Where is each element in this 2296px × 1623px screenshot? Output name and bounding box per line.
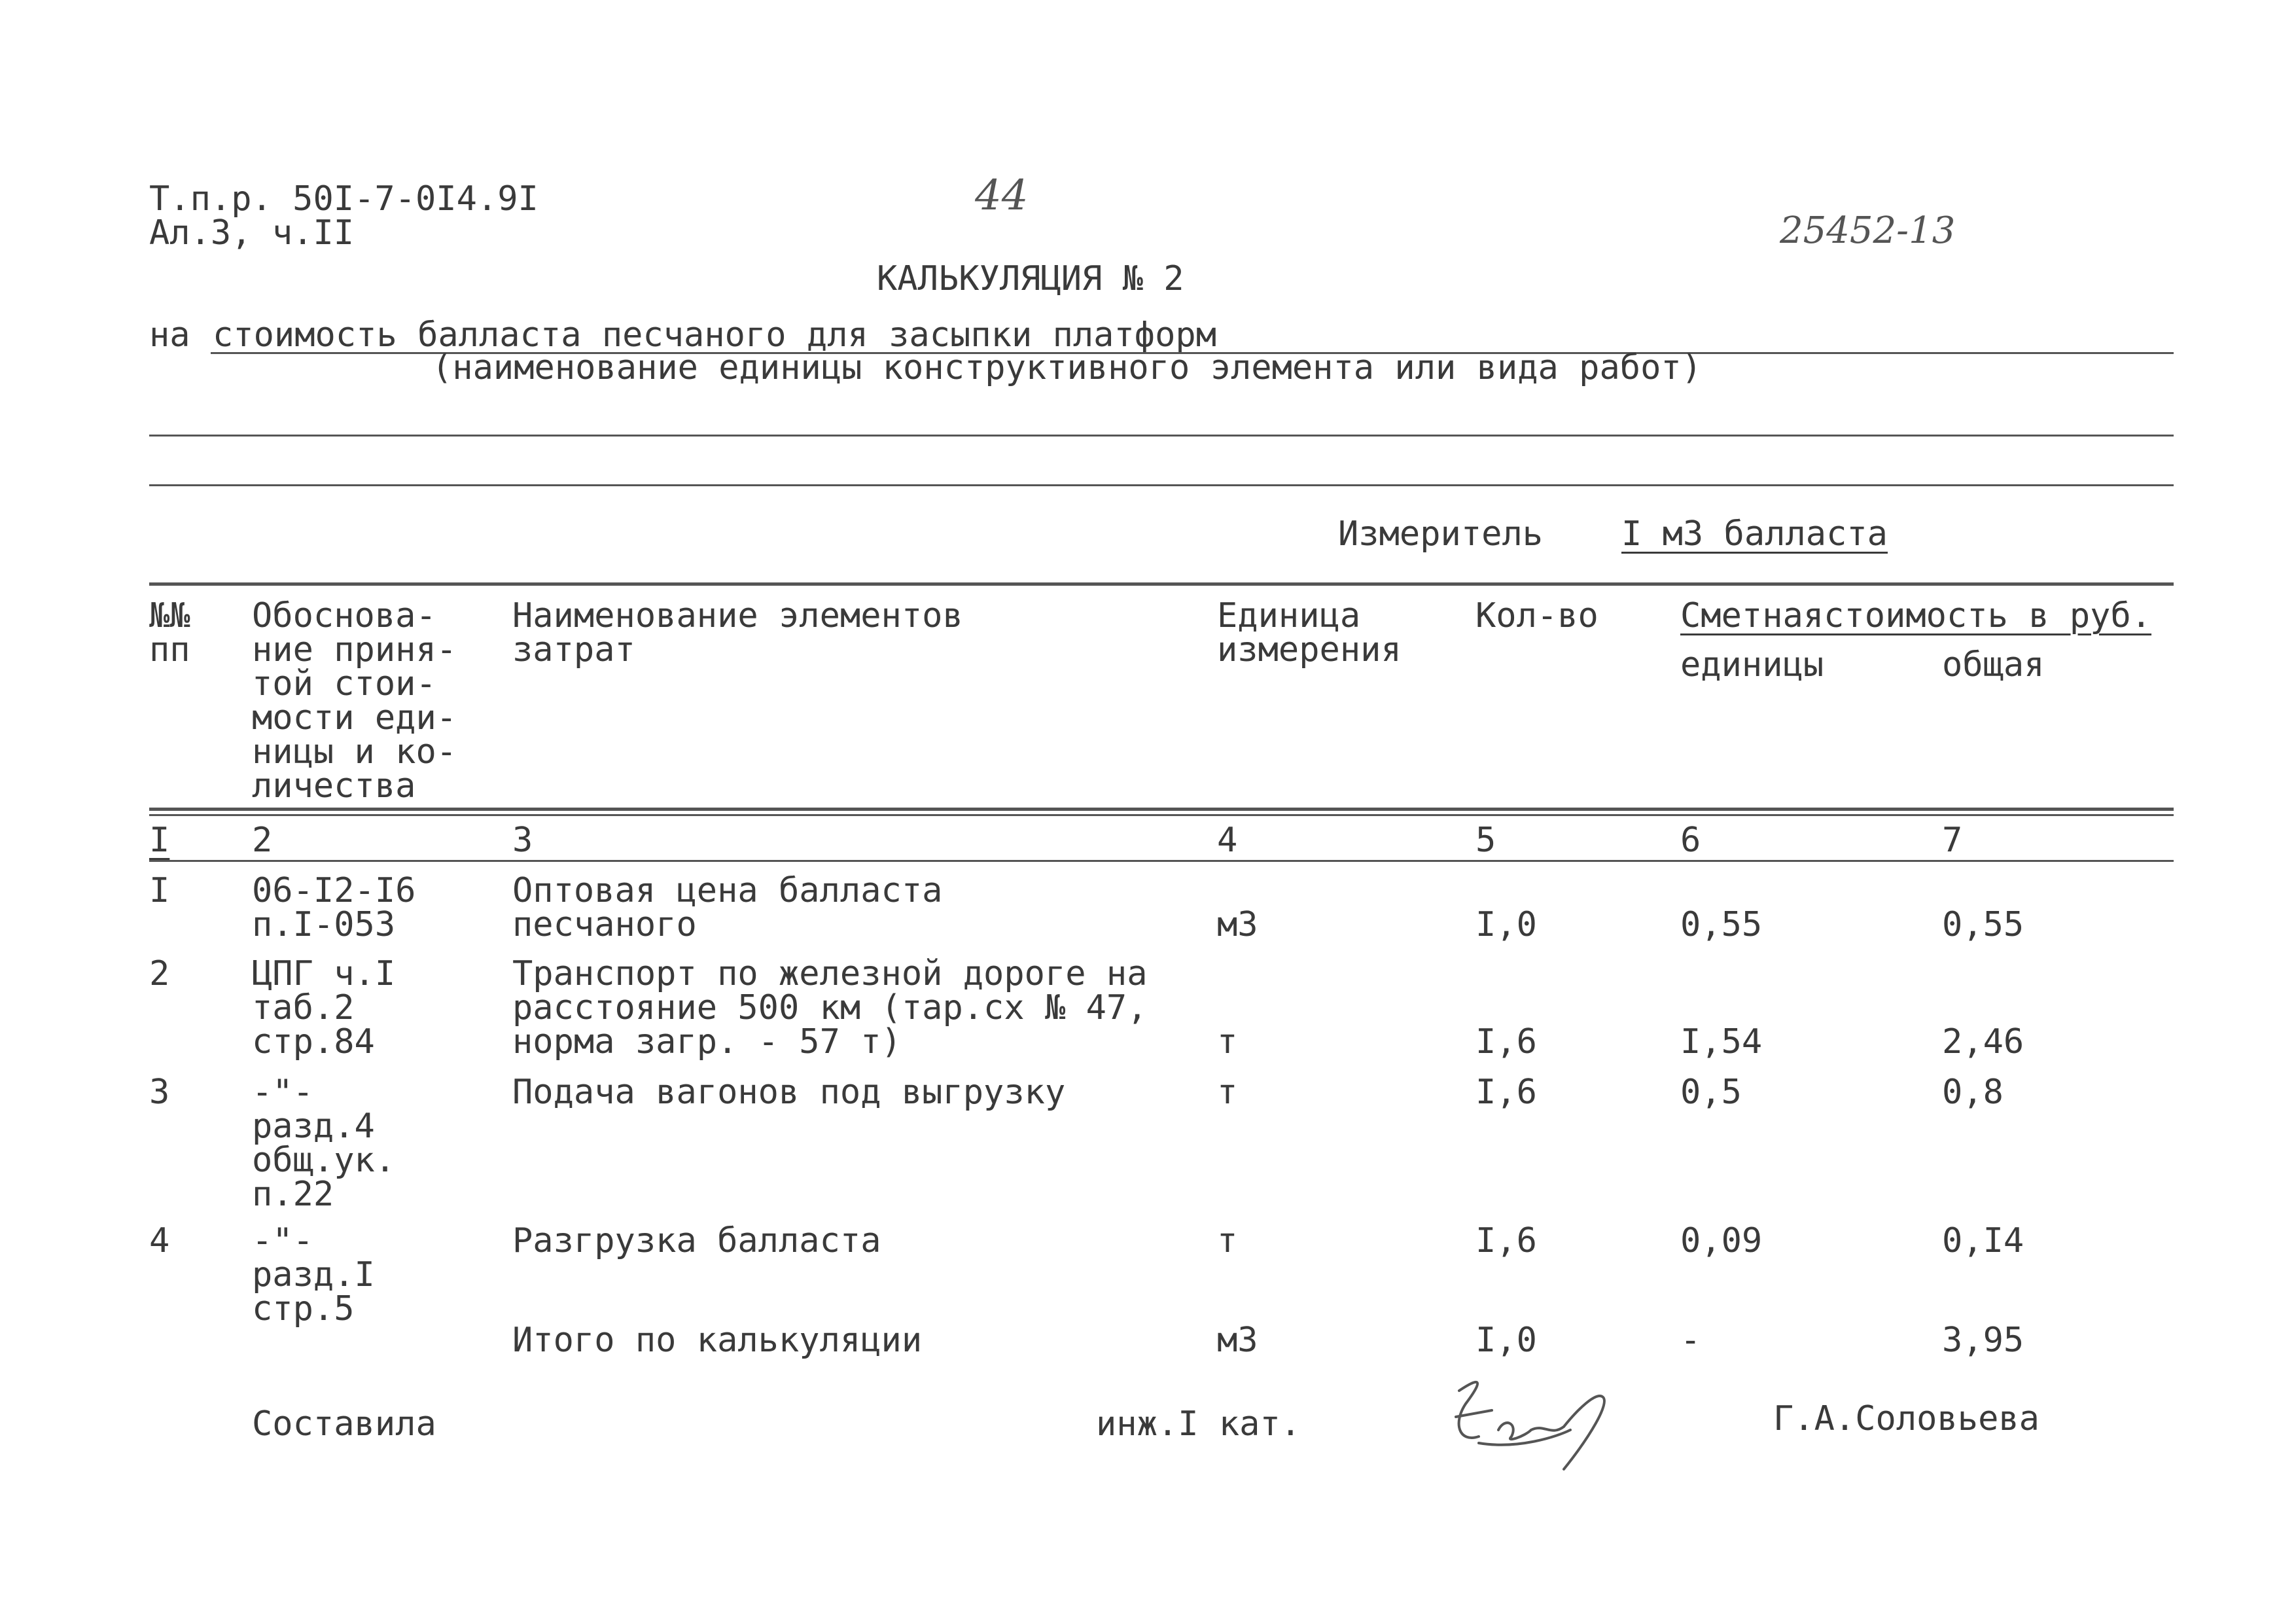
col-number: 3 <box>512 821 533 860</box>
document-title: КАЛЬКУЛЯЦИЯ № 2 <box>877 259 1184 298</box>
signature-icon <box>1439 1364 1636 1482</box>
table-top-border <box>149 582 2174 586</box>
archive-number: 25452-13 <box>1780 209 1956 252</box>
row-basis: стр.5 <box>252 1289 355 1329</box>
row-total: 0,55 <box>1942 905 2024 944</box>
row-name: Транспорт по железной дороге на <box>512 954 1148 993</box>
subject-caption: (наименование единицы конструктивного элемента или вида работ) <box>432 348 1703 387</box>
compiled-label: Составила <box>252 1404 436 1444</box>
row-total: 0,I4 <box>1942 1221 2024 1260</box>
row-unit: м3 <box>1217 905 1258 944</box>
row-name: Разгрузка балласта <box>512 1221 881 1260</box>
header-col4-line2: измерения <box>1217 630 1402 669</box>
row-name: Оптовая цена балласта <box>512 871 943 910</box>
row-name: песчаного <box>512 905 697 944</box>
divider-line <box>149 435 2174 437</box>
col-number: 2 <box>252 821 273 860</box>
header-col2-line6: личества <box>252 766 416 806</box>
header-col3-line1: Наименование элементов <box>512 596 963 635</box>
row-name: Подача вагонов под выгрузку <box>512 1073 1066 1112</box>
row-basis: -"- <box>252 1221 313 1260</box>
row-qty: I,6 <box>1475 1221 1537 1260</box>
subject-text: стоимость балласта песчаного для засыпки платформ <box>213 315 1217 355</box>
row-number: 2 <box>149 954 170 993</box>
row-number: I <box>149 871 170 910</box>
row-unit: т <box>1217 1221 1238 1260</box>
row-qty: I,6 <box>1475 1073 1537 1112</box>
row-basis: стр.84 <box>252 1022 375 1061</box>
measure-value: I м3 балласта <box>1621 514 1888 554</box>
page-number: 44 <box>975 171 1029 220</box>
row-number: 4 <box>149 1221 170 1260</box>
compiler-position: инж.I кат. <box>1096 1404 1301 1444</box>
row-basis: разд.I <box>252 1255 375 1294</box>
row-qty: I,0 <box>1475 905 1537 944</box>
row-basis: п.I-053 <box>252 905 396 944</box>
row-total: 0,8 <box>1942 1073 2004 1112</box>
divider-line <box>149 484 2174 486</box>
header-col1-line1: №№ <box>149 596 190 635</box>
row-basis: ЦПГ ч.I <box>252 954 396 993</box>
compiler-name: Г.А.Соловьева <box>1773 1399 2040 1438</box>
col-number: 5 <box>1475 821 1496 860</box>
total-row-unit-cost: - <box>1680 1321 1701 1360</box>
total-row-total: 3,95 <box>1942 1321 2024 1360</box>
row-number: 3 <box>149 1073 170 1112</box>
row-basis: п.22 <box>252 1175 334 1214</box>
total-row-qty: I,0 <box>1475 1321 1537 1360</box>
row-unit-cost: 0,5 <box>1680 1073 1742 1112</box>
row-name: расстояние 500 км (тар.сх № 47, <box>512 988 1148 1027</box>
row-basis: 06-I2-I6 <box>252 871 416 910</box>
col-number: 6 <box>1680 821 1701 860</box>
header-bottom-border <box>149 814 2174 816</box>
header-col2-line2: ние приня- <box>252 630 457 669</box>
row-basis: -"- <box>252 1073 313 1112</box>
row-basis: разд.4 <box>252 1107 375 1146</box>
header-col2-line3: той стои- <box>252 664 436 704</box>
row-basis: таб.2 <box>252 988 355 1027</box>
header-col1-line2: пп <box>149 630 190 669</box>
header-cost-group: Сметнаястоимость в руб. <box>1680 596 2152 635</box>
header-col6: единицы <box>1680 645 1824 685</box>
header-col3-line2: затрат <box>512 630 635 669</box>
row-basis: общ.ук. <box>252 1141 396 1180</box>
doc-code-line1: Т.п.р. 50I-7-0I4.9I <box>149 179 539 219</box>
row-total: 2,46 <box>1942 1022 2024 1061</box>
header-col7: общая <box>1942 645 2045 685</box>
header-bottom-border <box>149 808 2174 811</box>
col-number: 4 <box>1217 821 1238 860</box>
row-unit-cost: I,54 <box>1680 1022 1763 1061</box>
header-col2-line5: ницы и ко- <box>252 732 457 772</box>
col-number: I <box>149 821 170 860</box>
total-row-unit: м3 <box>1217 1321 1258 1360</box>
measure-label: Измеритель <box>1338 514 1544 554</box>
subject-prefix: на <box>149 315 190 355</box>
doc-code-line2: Ал.3, ч.II <box>149 213 355 253</box>
total-row-name: Итого по калькуляции <box>512 1321 923 1360</box>
header-col5: Кол-во <box>1475 596 1598 635</box>
header-col2-line4: мости еди- <box>252 698 457 738</box>
row-unit: т <box>1217 1073 1238 1112</box>
header-col2-line1: Обоснова- <box>252 596 436 635</box>
header-col4-line1: Единица <box>1217 596 1361 635</box>
row-name: норма загр. - 57 т) <box>512 1022 902 1061</box>
row-unit-cost: 0,55 <box>1680 905 1763 944</box>
row-qty: I,6 <box>1475 1022 1537 1061</box>
col-number-border <box>149 860 2174 862</box>
row-unit: т <box>1217 1022 1238 1061</box>
row-unit-cost: 0,09 <box>1680 1221 1763 1260</box>
col-number: 7 <box>1942 821 1963 860</box>
